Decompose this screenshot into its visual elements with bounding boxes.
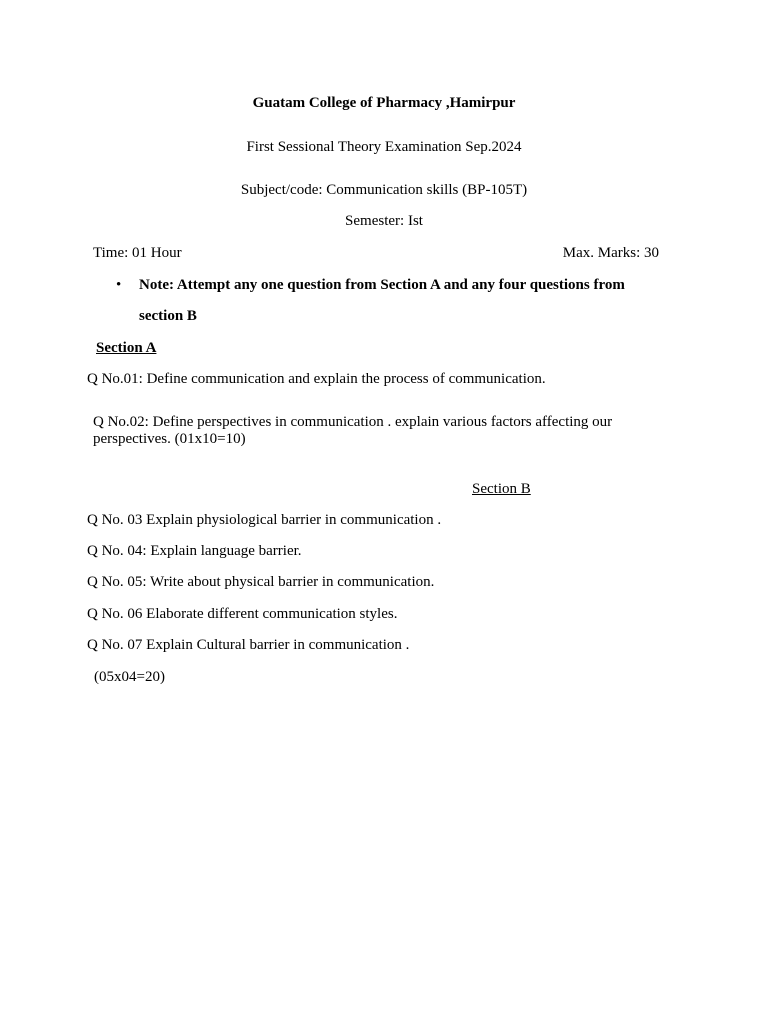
question-02: Q No.02: Define perspectives in communication . explain various factors affecting our perspectives. (01x10=10) <box>93 414 613 447</box>
question-04: Q No. 04: Explain language barrier. <box>87 543 302 559</box>
semester: Semester: Ist <box>345 213 423 229</box>
question-06: Q No. 06 Elaborate different communication styles. <box>87 606 398 622</box>
question-03: Q No. 03 Explain physiological barrier in communication . <box>87 512 442 528</box>
college-name: Guatam College of Pharmacy ,Hamirpur <box>252 95 516 111</box>
note-line-1: Note: Attempt any one question from Section A and any four questions from <box>139 277 625 293</box>
note-line-2: section B <box>139 308 197 324</box>
bullet-icon: • <box>116 277 122 293</box>
section-b-heading: Section B <box>472 481 531 497</box>
section-b-marks: (05x04=20) <box>94 669 165 685</box>
question-07: Q No. 07 Explain Cultural barrier in communication . <box>87 637 410 653</box>
question-05: Q No. 05: Write about physical barrier in communication. <box>87 574 435 590</box>
exam-title: First Sessional Theory Examination Sep.2024 <box>246 139 522 155</box>
question-01: Q No.01: Define communication and explain the process of communication. <box>87 371 546 387</box>
section-a-heading: Section A <box>96 340 157 356</box>
exam-time: Time: 01 Hour <box>93 245 182 261</box>
max-marks: Max. Marks: 30 <box>562 245 659 261</box>
subject-code: Subject/code: Communication skills (BP-105T) <box>240 182 528 198</box>
